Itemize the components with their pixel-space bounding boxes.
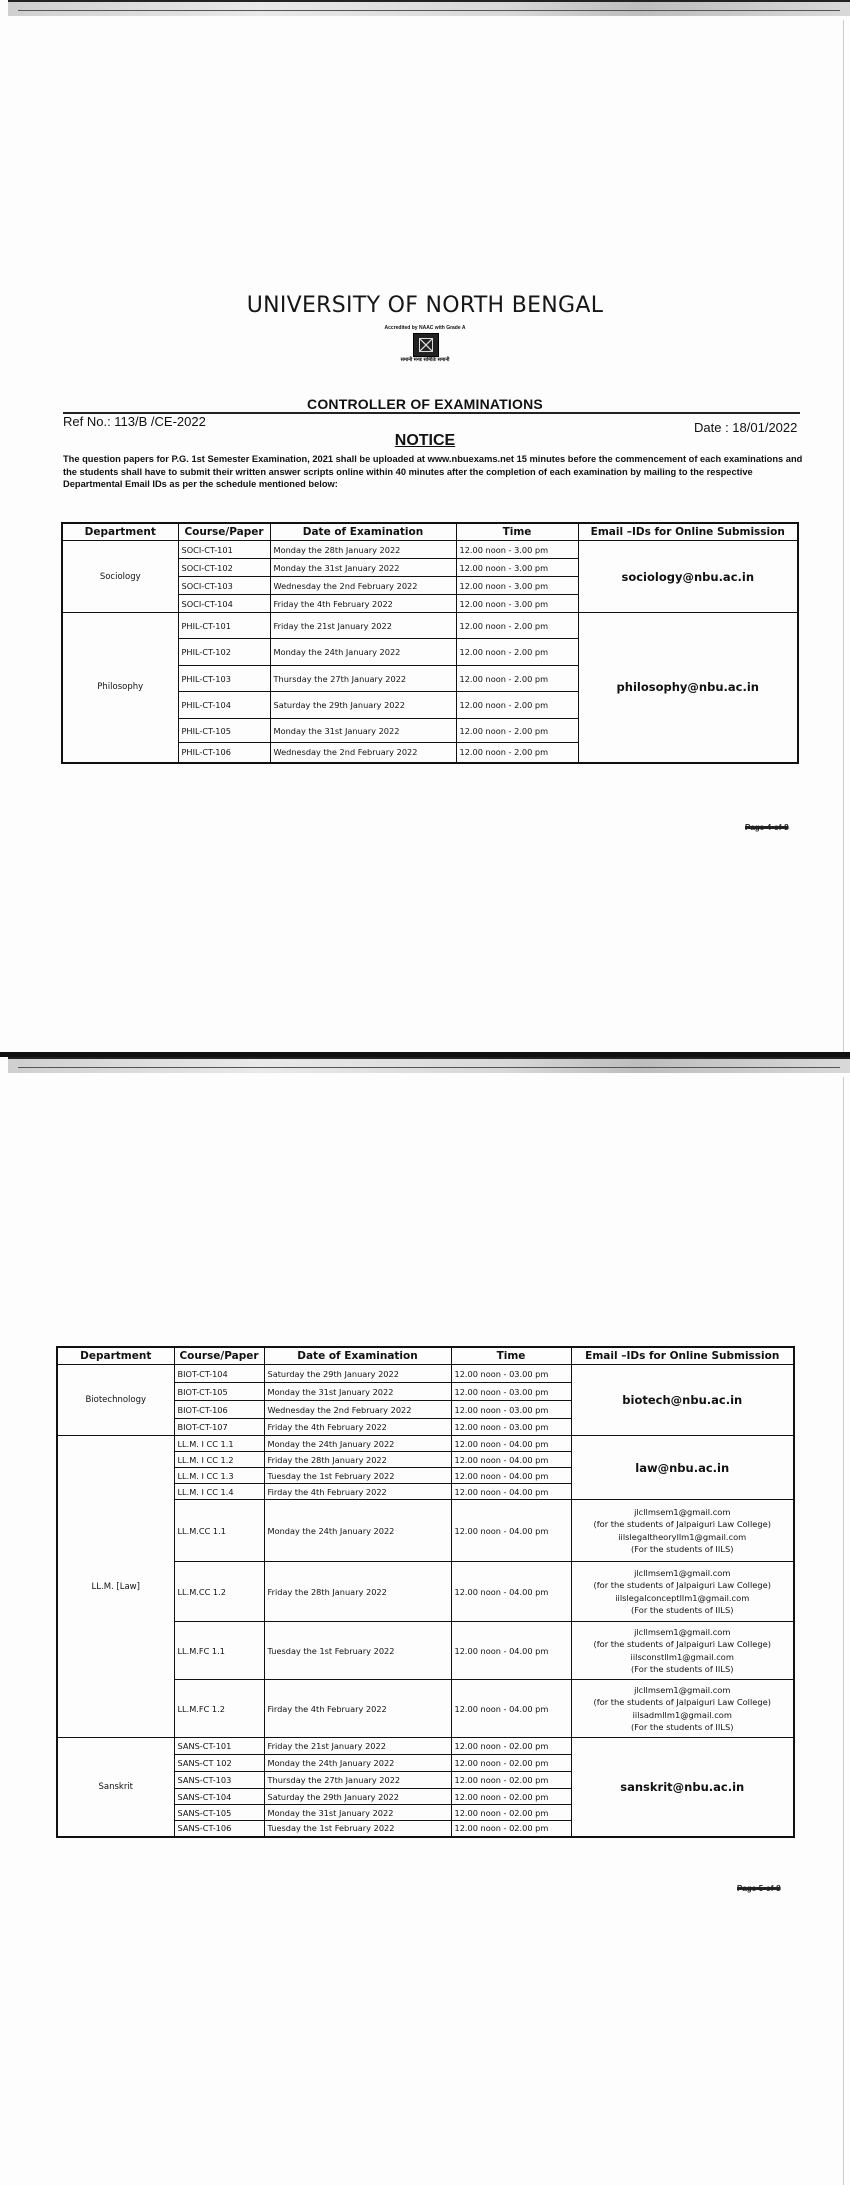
email-jlc: jlcllmsem1@gmail.com (634, 1626, 731, 1637)
table-header-row (62, 523, 798, 541)
email-note: (for the students of Jalpaiguri Law College) (593, 1580, 772, 1590)
course-code: SOCI-CT-104 (178, 595, 270, 613)
header-email: Email –IDs for Online Submission (578, 523, 798, 541)
exam-time: 12.00 noon - 04.00 pm (451, 1500, 571, 1562)
exam-time: 12.00 noon - 3.00 pm (456, 541, 578, 559)
exam-time: 12.00 noon - 3.00 pm (456, 577, 578, 595)
exam-time: 12.00 noon - 3.00 pm (456, 595, 578, 613)
email-iils: iilsconstllm1@gmail.com (630, 1651, 734, 1662)
schedule-table-page-1 (61, 522, 799, 764)
email-note: (For the students of IILS) (631, 1664, 734, 1674)
email-iils: iilslegaltheoryllm1@gmail.com (618, 1531, 747, 1542)
header-course: Course/Paper (174, 1347, 264, 1365)
course-code: BIOT-CT-105 (174, 1383, 264, 1401)
exam-time: 12.00 noon - 03.00 pm (451, 1401, 571, 1419)
email-jlc: jlcllmsem1@gmail.com (634, 1684, 731, 1695)
course-code: SANS-CT-105 (174, 1805, 264, 1821)
email-philosophy: philosophy@nbu.ac.in (578, 613, 798, 763)
page-2 (0, 1057, 850, 2185)
schedule-table-page-2 (56, 1346, 795, 1838)
course-code: LL.M. I CC 1.2 (174, 1452, 264, 1468)
header-course: Course/Paper (178, 523, 270, 541)
course-code: LL.M.CC 1.2 (174, 1562, 264, 1622)
exam-time: 12.00 noon - 2.00 pm (456, 666, 578, 692)
course-code: PHIL-CT-103 (178, 666, 270, 692)
exam-time: 12.00 noon - 04.00 pm (451, 1622, 571, 1680)
exam-date: Wednesday the 2nd February 2022 (270, 743, 456, 763)
exam-date: Thursday the 27th January 2022 (264, 1772, 451, 1789)
course-code: BIOT-CT-107 (174, 1419, 264, 1436)
email-biotechnology: biotech@nbu.ac.in (571, 1365, 794, 1436)
exam-date: Friday the 21st January 2022 (264, 1738, 451, 1755)
exam-time: 12.00 noon - 04.00 pm (451, 1680, 571, 1738)
exam-time: 12.00 noon - 2.00 pm (456, 719, 578, 743)
table-row (57, 1365, 794, 1383)
course-code: SANS-CT-104 (174, 1789, 264, 1805)
exam-date: Wednesday the 2nd February 2022 (264, 1401, 451, 1419)
course-code: SANS-CT-106 (174, 1821, 264, 1837)
exam-date: Thursday the 27th January 2022 (270, 666, 456, 692)
exam-date: Friday the 28th January 2022 (264, 1452, 451, 1468)
page-top-edge (8, 0, 850, 16)
exam-time: 12.00 noon - 02.00 pm (451, 1738, 571, 1755)
exam-date: Tuesday the 1st February 2022 (264, 1622, 451, 1680)
exam-time: 12.00 noon - 03.00 pm (451, 1419, 571, 1436)
table-row (62, 541, 798, 559)
course-code: SOCI-CT-103 (178, 577, 270, 595)
email-jlc: jlcllmsem1@gmail.com (634, 1567, 731, 1578)
exam-date: Monday the 24th January 2022 (264, 1436, 451, 1452)
exam-date: Saturday the 29th January 2022 (264, 1789, 451, 1805)
department-sanskrit: Sanskrit (57, 1738, 174, 1837)
course-code: PHIL-CT-104 (178, 692, 270, 719)
exam-time: 12.00 noon - 02.00 pm (451, 1805, 571, 1821)
table-row (62, 613, 798, 639)
email-block (571, 1622, 794, 1680)
exam-date: Monday the 31st January 2022 (270, 559, 456, 577)
course-code: PHIL-CT-106 (178, 743, 270, 763)
exam-date: Monday the 24th January 2022 (270, 639, 456, 666)
email-iils: iilsadmllm1@gmail.com (632, 1709, 732, 1720)
header-department: Department (62, 523, 178, 541)
exam-date: Friday the 4th February 2022 (270, 595, 456, 613)
page-top-edge (8, 1057, 850, 1073)
exam-time: 12.00 noon - 2.00 pm (456, 613, 578, 639)
email-iils: iilslegalconceptllm1@gmail.com (615, 1592, 750, 1603)
course-code: LL.M.FC 1.2 (174, 1680, 264, 1738)
exam-time: 12.00 noon - 04.00 pm (451, 1562, 571, 1622)
email-block (571, 1500, 794, 1562)
university-title: UNIVERSITY OF NORTH BENGAL (246, 293, 604, 318)
department-philosophy: Philosophy (62, 613, 178, 763)
email-law: law@nbu.ac.in (571, 1436, 794, 1500)
department-sociology: Sociology (62, 541, 178, 613)
exam-time: 12.00 noon - 2.00 pm (456, 639, 578, 666)
exam-time: 12.00 noon - 2.00 pm (456, 692, 578, 719)
course-code: LL.M.CC 1.1 (174, 1500, 264, 1562)
table-header-row (57, 1347, 794, 1365)
exam-date: Monday the 31st January 2022 (264, 1805, 451, 1821)
exam-date: Friday the 21st January 2022 (270, 613, 456, 639)
notice-date: Date : 18/01/2022 (694, 420, 798, 435)
course-code: SOCI-CT-101 (178, 541, 270, 559)
exam-date: Monday the 31st January 2022 (270, 719, 456, 743)
exam-time: 12.00 noon - 2.00 pm (456, 743, 578, 763)
exam-time: 12.00 noon - 02.00 pm (451, 1789, 571, 1805)
exam-date: Saturday the 29th January 2022 (270, 692, 456, 719)
exam-date: Monday the 28th January 2022 (270, 541, 456, 559)
exam-time: 12.00 noon - 03.00 pm (451, 1365, 571, 1383)
exam-date: Saturday the 29th January 2022 (264, 1365, 451, 1383)
course-code: PHIL-CT-105 (178, 719, 270, 743)
exam-date: Friday the 4th February 2022 (264, 1419, 451, 1436)
exam-time: 12.00 noon - 04.00 pm (451, 1436, 571, 1452)
exam-date: Firday the 4th February 2022 (264, 1680, 451, 1738)
course-code: LL.M.FC 1.1 (174, 1622, 264, 1680)
reference-number: Ref No.: 113/B /CE-2022 (63, 414, 206, 429)
header-department: Department (57, 1347, 174, 1365)
exam-time: 12.00 noon - 04.00 pm (451, 1484, 571, 1500)
email-sanskrit: sanskrit@nbu.ac.in (571, 1738, 794, 1837)
email-block (571, 1680, 794, 1738)
header-time: Time (456, 523, 578, 541)
notice-body: The question papers for P.G. 1st Semester Examination, 2021 shall be uploaded at www.nbuexams.net 15 minutes before the commencement of each examinations and the students shall have to submit their written answer scripts online within 40 minutes after the completion of each examination by mailing to the respective Departmental Email IDs as per the schedule mentioned below: (63, 454, 803, 489)
table-row (57, 1738, 794, 1755)
page-1 (0, 0, 850, 1052)
email-note: (For the students of IILS) (631, 1722, 734, 1732)
exam-date: Monday the 24th January 2022 (264, 1500, 451, 1562)
university-motto: समानी मन्त्रः समितिः समानी (400, 357, 450, 363)
exam-time: 12.00 noon - 03.00 pm (451, 1383, 571, 1401)
notice-heading: NOTICE (394, 432, 456, 449)
email-note: (for the students of Jalpaiguri Law College) (593, 1697, 772, 1707)
course-code: LL.M. I CC 1.3 (174, 1468, 264, 1484)
exam-time: 12.00 noon - 02.00 pm (451, 1821, 571, 1837)
exam-date: Wednesday the 2nd February 2022 (270, 577, 456, 595)
department-law: LL.M. [Law] (57, 1436, 174, 1738)
course-code: SANS-CT-103 (174, 1772, 264, 1789)
email-note: (for the students of Jalpaiguri Law College) (593, 1519, 772, 1529)
email-note: (For the students of IILS) (631, 1544, 734, 1554)
email-note: (for the students of Jalpaiguri Law College) (593, 1639, 772, 1649)
header-date: Date of Examination (264, 1347, 451, 1365)
exam-date: Monday the 31st January 2022 (264, 1383, 451, 1401)
course-code: PHIL-CT-101 (178, 613, 270, 639)
office-title: CONTROLLER OF EXAMINATIONS (307, 396, 543, 412)
course-code: BIOT-CT-104 (174, 1365, 264, 1383)
course-code: SANS-CT-101 (174, 1738, 264, 1755)
exam-date: Firday the 4th February 2022 (264, 1484, 451, 1500)
university-logo-icon (413, 333, 439, 357)
course-code: PHIL-CT-102 (178, 639, 270, 666)
email-block (571, 1562, 794, 1622)
exam-time: 12.00 noon - 3.00 pm (456, 559, 578, 577)
table-row (57, 1436, 794, 1452)
exam-date: Tuesday the 1st February 2022 (264, 1821, 451, 1837)
page-number-redacted: Page-4-of-8 (745, 823, 789, 832)
email-jlc: jlcllmsem1@gmail.com (634, 1506, 731, 1517)
exam-date: Tuesday the 1st February 2022 (264, 1468, 451, 1484)
exam-time: 12.00 noon - 04.00 pm (451, 1468, 571, 1484)
course-code: LL.M. I CC 1.4 (174, 1484, 264, 1500)
course-code: SANS-CT 102 (174, 1755, 264, 1772)
header-date: Date of Examination (270, 523, 456, 541)
exam-time: 12.00 noon - 02.00 pm (451, 1772, 571, 1789)
department-biotechnology: Biotechnology (57, 1365, 174, 1436)
exam-time: 12.00 noon - 04.00 pm (451, 1452, 571, 1468)
page-number-redacted: Page-5-of-8 (737, 1884, 781, 1893)
exam-time: 12.00 noon - 02.00 pm (451, 1755, 571, 1772)
header-time: Time (451, 1347, 571, 1365)
course-code: BIOT-CT-106 (174, 1401, 264, 1419)
course-code: SOCI-CT-102 (178, 559, 270, 577)
exam-date: Monday the 24th January 2022 (264, 1755, 451, 1772)
accreditation-text: Accredited by NAAC with Grade A (384, 325, 466, 331)
email-sociology: sociology@nbu.ac.in (578, 541, 798, 613)
page-right-edge (843, 20, 844, 1052)
course-code: LL.M. I CC 1.1 (174, 1436, 264, 1452)
exam-date: Friday the 28th January 2022 (264, 1562, 451, 1622)
page-right-edge (843, 1077, 844, 2185)
header-email: Email –IDs for Online Submission (571, 1347, 794, 1365)
email-note: (For the students of IILS) (631, 1605, 734, 1615)
